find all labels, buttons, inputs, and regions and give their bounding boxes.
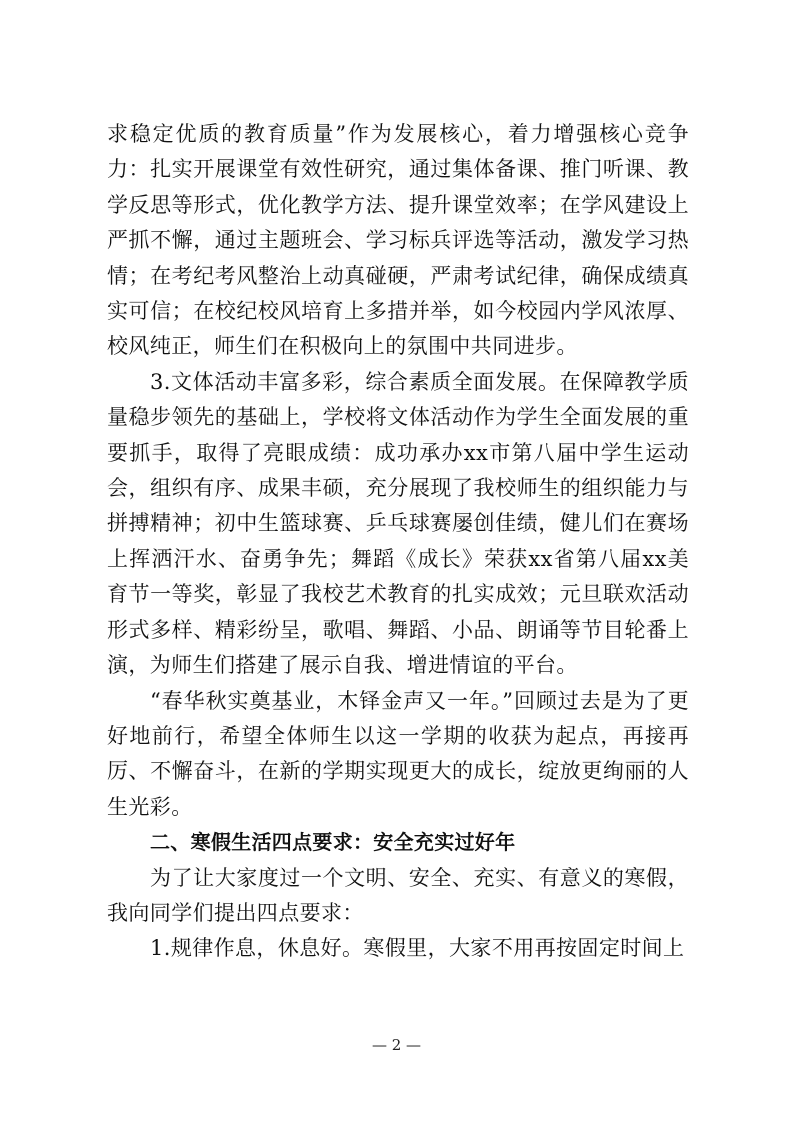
document-body	[107, 117, 689, 967]
body-paragraph-requirements-intro: 为了让大家度过一个文明、安全、充实、有意义的寒假，我向同学们提出四点要求：	[107, 865, 689, 925]
body-paragraph-closing-quote: “春华秋实奠基业，木铎金声又一年。”回顾过去是为了更好地前行，希望全体师生以这一学期的收获为起点，再接再厉、不懈奋斗，在新的学期实现更大的成长，绽放更绚丽的人生光彩。	[107, 688, 689, 819]
body-paragraph-requirement-1: 1.规律作息，休息好。寒假里，大家不用再按固定时间上	[150, 936, 685, 961]
body-paragraph-cultural-sports: 3.文体活动丰富多彩，综合素质全面发展。在保障教学质量稳步领先的基础上，学校将文体活动作为学生全面发展的重要抓手，取得了亮眼成绩：成功承办xx市第八届中学生运动会，组织有序、成果丰硕，充分展现了我校师生的组织能力与拼搏精神；初中生篮球赛、乒乓球赛屡创佳绩，健儿们在赛场上挥洒汗水、奋勇争先；舞蹈《成长》荣获xx省第八届xx美育节一等奖，彰显了我校艺术教育的扎实成效；元旦联欢活动形式多样、精彩纷呈，歌唱、舞蹈、小品、朗诵等节目轮番上演，为师生们搭建了展示自我、增进情谊的平台。	[107, 369, 689, 678]
page-number: — 2 —	[371, 1036, 422, 1054]
section-heading-winter-break: 二、寒假生活四点要求：安全充实过好年	[150, 830, 516, 855]
body-paragraph-continuation: 求稳定优质的教育质量”作为发展核心，着力增强核心竞争力：扎实开展课堂有效性研究，通过集体备课、推门听课、教学反思等形式，优化教学方法、提升课堂效率；在学风建设上严抓不懈，通过主题班会、学习标兵评选等活动，激发学习热情；在考纪考风整治上动真碰硬，严肃考试纪律，确保成绩真实可信；在校纪校风培育上多措并举，如今校园内学风浓厚、校风纯正，师生们在积极向上的氛围中共同进步。	[107, 122, 689, 359]
